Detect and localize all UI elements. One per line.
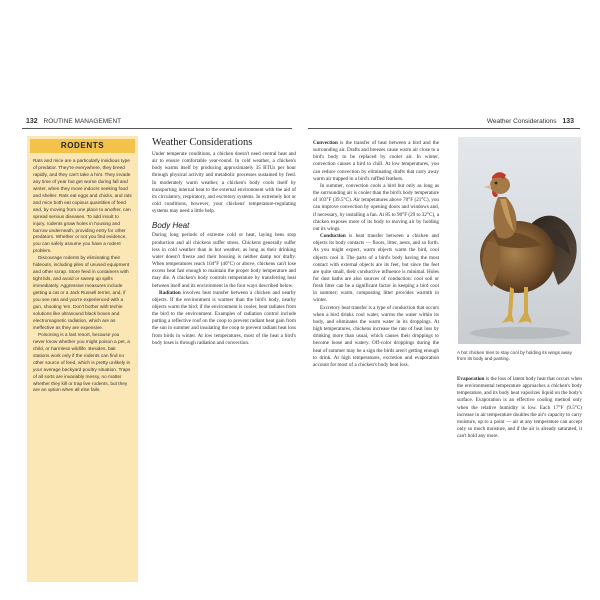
conduction-term: Conduction xyxy=(320,233,346,240)
rodents-sidebar xyxy=(27,136,138,582)
right-section-title: Weather Considerations xyxy=(486,118,557,125)
text-column-1 xyxy=(152,136,296,347)
radiation-paragraph xyxy=(152,290,296,347)
sidebar-paragraph: Poisoning is a last resort, because you never know whether you might poison a pet, a child, or harmless wildlife. Besides, bait stations work only if the rodents can find no other source of feed, which is pretty unlikely in your average backyard poultry situation. Traps of all sorts are invariably messy, no matter whether they kill or trap live rodents, but they are an option when all else fails. xyxy=(33,332,131,394)
body-heat-paragraph: During long periods of extreme cold or heat, laying hens stop production and all chickens suffer stress. Chickens generally suffer less in cold weather than in hot weather, as long as their drinking water doesn't freeze and their housing is neither damp nor drafty. When temperatures reach 104°F (40°C) or above, chickens can't lose excess heat fast enough to maintain the proper body temperature and may die. A chicken's body controls temperature by transferring heat between itself and its environment in the four ways described below. xyxy=(152,232,296,289)
right-page-number: 133 xyxy=(562,118,574,125)
text-column-3 xyxy=(457,376,582,440)
left-running-header xyxy=(22,118,121,128)
left-header-rule xyxy=(22,128,292,129)
sidebar-paragraph: Rats and mice are a particularly insidious type of predator. They're everywhere, they breed rapidly, and they can't take a hint. They invade any time of year but get worse during fall and winter, when they move indoors seeking food and shelter. Rats eat eggs and chicks, and rats and mice both eat copious quantities of feed and, by moving from one place to another, can spread serious diseases. To add insult to injury, rodents gnaw holes in housing and burrow underneath, providing entry for other predators. Whether or not you find evidence, you can safely assume you have a rodent problem. xyxy=(33,159,132,255)
convection-term: Convection xyxy=(313,140,338,146)
sidebar-title: RODENTS xyxy=(30,139,135,153)
convection-text: is the transfer of heat between a bird and the surrounding air. Drafts and breezes cause warm air close to a bird's body to be replaced by cooler air. In winter, convection causes a bird to chill. At low temperatures, you can reduce convection by eliminating drafts that carry away warm air trapped in a bird's ruffled feathers. xyxy=(313,140,439,182)
right-header-rule xyxy=(308,128,580,129)
photo-caption: A hot chicken tries to stay cool by holding its wings away from its body and panting. xyxy=(457,350,572,361)
right-running-header xyxy=(487,118,578,128)
text-column-2 xyxy=(313,140,439,369)
evaporation-paragraph xyxy=(457,376,582,440)
subheading-body-heat: Body Heat xyxy=(152,221,190,231)
section-heading: Weather Considerations xyxy=(152,137,253,148)
sidebar-paragraph: Discourage rodents by eliminating their hideouts, including piles of unused equipment and other scrap. Store feed in containers with tight lids, and avoid or sweep up spills immediately. Aggressive measures include getting a cat or a Jack Russell terrier, and, if you see rats and you're experienced with a gun, shooting 'em. Don't bother with techie solutions like ultrasound black boxes and electromagnetic radiation, which are as ineffective as they are expensive. xyxy=(33,256,130,331)
conduction-paragraph xyxy=(313,233,439,305)
evaporation-term: Evaporation xyxy=(457,376,485,382)
excretory-paragraph: Excretory heat transfer is a type of conduction that occurs when a bird drinks cool water, warms the water within its body, and eliminates the warm water in its droppings. At high temperatures, chickens increase the rate of heat loss by drinking more than usual, which causes their droppings to become loose and watery. Off-color droppings during the heat of summer may be a sign the birds aren't getting enough to drink. At high temperatures, excretion and evaporation account for most of a chicken's body heat loss. xyxy=(313,304,439,368)
left-page-number: 132 xyxy=(26,118,38,125)
sidebar-body xyxy=(27,153,138,395)
left-section-title: ROUTINE MANAGEMENT xyxy=(43,118,122,125)
intro-paragraph: Under temperate conditions, a chicken doesn't need central heat and air to ensure comfortable year-round. In cold weather, a chicken's body warms itself by producing approximately 35 BTUs per hour through physical activity and metabolic processes sustained by feed. In moderately warm weather, a chicken's body cools itself by transporting internal heat to the external environment with the aid of its circulatory, respiratory, and excretory systems. In extremely hot or cold conditions, however, your chickens' temperature-regulating systems may need a little help. xyxy=(152,151,296,215)
radiation-text: involves heat transfer between a chicken and nearby objects. If the environment is warmer than the bird's body, nearby objects warm the bird; if the environment is cooler, heat radiates from the bird to the environment. Examples of radiation control include putting a reflective roof on the coop to prevent radiant heat gain from the sun in summer and insulating the coop to prevent radiant heat loss from birds in winter. At low temperatures, most of the heat a bird's body loses is through radiation and convection. xyxy=(152,289,296,346)
radiation-term: Radiation xyxy=(159,289,181,296)
chicken-photo xyxy=(458,137,581,344)
convection-summer-paragraph: In summer, convection cools a bird but only as long as the surrounding air is cooler than the bird's body temperature of 103°F (39.5°C). Air temperatures above 70°F (21°C), you can improve convection by opening doors and windows and, if necessary, by installing a fan. At 85 to 90°F (29 to 32°C), a chicken exposes more of its body to moving air by holding out its wings. xyxy=(313,182,439,232)
convection-paragraph xyxy=(313,140,439,183)
conduction-text: is heat transfer between a chicken and objects its body contacts — floors, litter, nests, and so forth. As you might expect, warm objects warm the bird, cool objects cool it. The parts of a bird's body having the most contact with external objects are its feet, but since the feet are quite small, their conductive influence is minimal. Holes for dust baths are also sources of conduction: cool soil or fresh litter can be a significant factor in keeping a bird cool in summer; warm, composting litter provides warmth in winter. xyxy=(313,233,439,304)
evaporation-text: is the loss of latent body heat that occurs when the environmental temperature approaches a chicken's body temperature, and its body heat vaporizes liquid on the body's surface. Evaporation is an effective cooling method only when the relative humidity is low. Each 17°F (9.5°C) increase in air temperature doubles the air's capacity to carry moisture, up to a point — air at any temperature can accept only so much moisture, and if the air is already saturated, it can't hold any more. xyxy=(457,376,582,440)
